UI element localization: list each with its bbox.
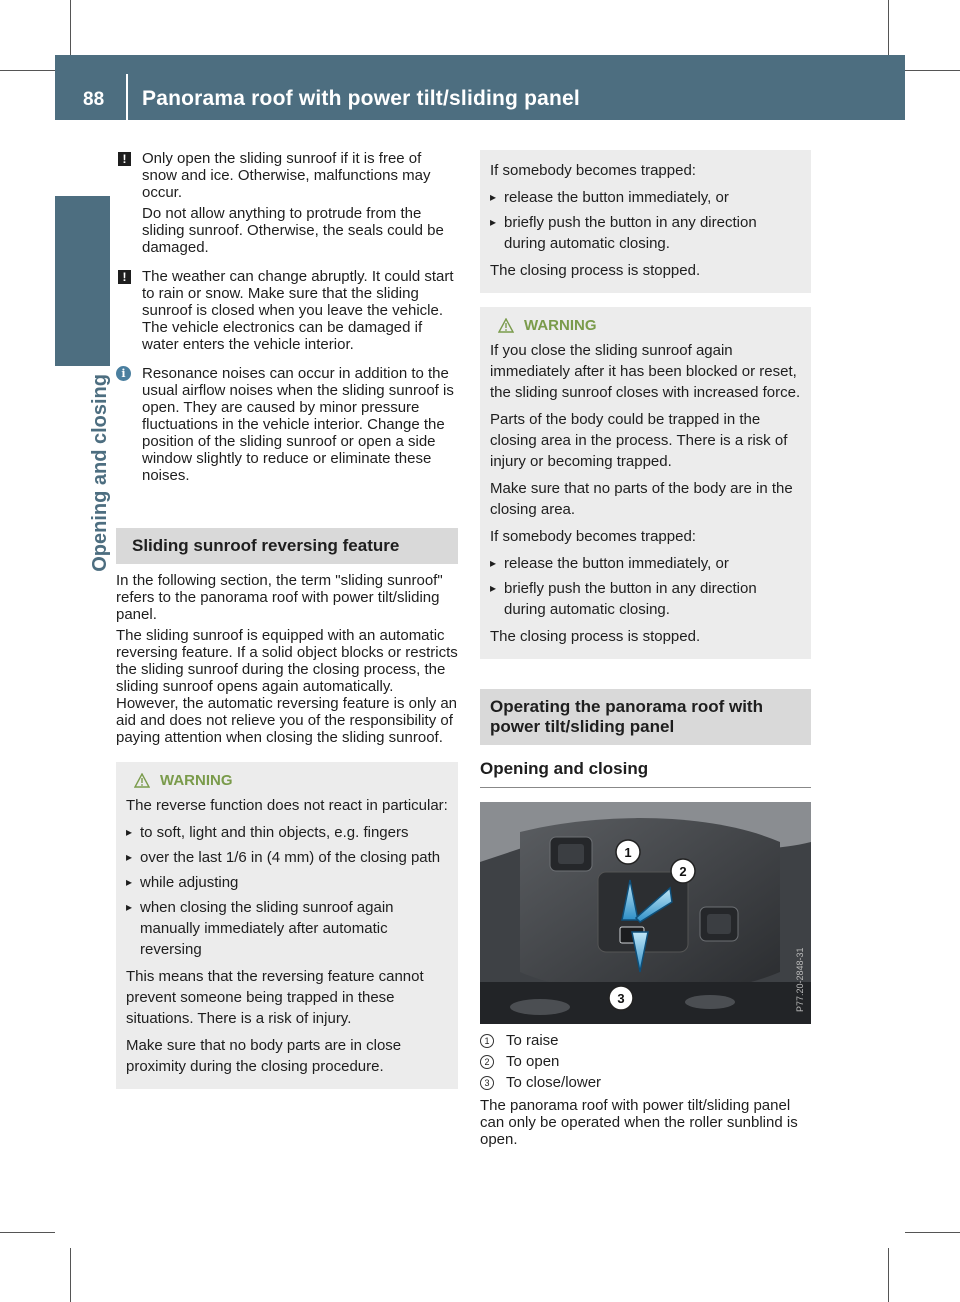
box-text: The closing process is stopped. [490, 262, 701, 279]
section-title-text: Operating the panorama roof with power tilt/sliding panel [490, 697, 763, 736]
note-text: Only open the sliding sunroof if it is free of snow and ice. Otherwise, malfunctions may occur. [142, 150, 431, 201]
paragraph: In the following section, the term "sliding sunroof" refers to the panorama roof with power tilt/sliding panel. [116, 572, 443, 623]
section-title [480, 689, 811, 745]
warning-heading [126, 772, 448, 789]
warning-title: WARNING [160, 772, 233, 789]
image-code: P77.20-2848-31 [795, 947, 805, 1012]
chapter-tab [55, 196, 110, 366]
warning-box [116, 762, 458, 1089]
page-number: 88 [83, 89, 105, 110]
info-box [480, 150, 811, 293]
warning-text: The reverse function does not react in particular: [126, 797, 448, 814]
body-text [116, 572, 458, 746]
paragraph: The sliding sunroof is equipped with an automatic reversing feature. If a solid object blocks or restricts the sliding sunroof during the closing process, the sliding sunroof opens again automatically. However, the automatic reversing feature is only an aid and does not relieve you of the responsibility of paying attention when closing the sliding sunroof. [116, 627, 458, 746]
list-item: ▸ release the button immediately, or [490, 553, 801, 574]
crop-mark [905, 70, 960, 71]
warning-text: If you close the sliding sunroof again immediately after it has been blocked or reset, the sliding sunroof closes with increased force. [490, 342, 801, 401]
info-note [116, 365, 458, 484]
legend-text: To open [506, 1053, 560, 1070]
warning-text: The closing process is stopped. [490, 628, 701, 645]
legend-number: 3 [480, 1076, 494, 1090]
list-item: ▸ when closing the sliding sunroof again manually immediately after automatic reversing [126, 897, 448, 960]
crop-mark [0, 1232, 55, 1233]
note-text: The weather can change abruptly. It could start to rain or snow. Make sure that the sliding sunroof is closed when you leave the vehicle. The vehicle electronics can be damaged if water enters the vehicle interior. [142, 268, 454, 353]
legend-item [480, 1030, 811, 1051]
list-item: ▸ briefly push the button in any direction during automatic closing. [490, 578, 801, 620]
legend-item [480, 1051, 811, 1072]
exclamation-icon: ! [118, 152, 131, 166]
legend-number: 2 [480, 1055, 494, 1069]
legend-text: To raise [506, 1032, 559, 1049]
caution-note [116, 150, 458, 256]
box-list [490, 187, 801, 254]
crop-mark [70, 1248, 71, 1302]
info-icon: i [116, 366, 131, 381]
crop-mark [905, 1232, 960, 1233]
list-item: ▸ to soft, light and thin objects, e.g. fingers [126, 822, 448, 843]
roof-control-photo [480, 802, 811, 1024]
paragraph: The panorama roof with power tilt/sliding panel can only be operated when the roller sunblind is open. [480, 1097, 798, 1148]
right-column [480, 150, 811, 1148]
section-title [116, 528, 458, 564]
header-divider [126, 74, 128, 120]
callout-1: 1 [624, 845, 632, 860]
list-item: ▸ over the last 1/6 in (4 mm) of the closing path [126, 847, 448, 868]
warning-list [490, 553, 801, 620]
exclamation-icon: ! [118, 270, 131, 284]
list-item: ▸ while adjusting [126, 872, 448, 893]
note-text: Do not allow anything to protrude from the sliding sunroof. Otherwise, the seals could be damaged. [142, 205, 444, 256]
warning-triangle-icon [134, 773, 150, 788]
legend-text: To close/lower [506, 1074, 602, 1091]
note-text: Resonance noises can occur in addition to the usual airflow noises when the sliding sunroof is open. They are caused by minor pressure fluctuations in the vehicle interior. Change the position of the sliding sunroof or open a side window slightly to reduce or eliminate these noises. [142, 365, 454, 484]
warning-triangle-icon [498, 318, 514, 333]
legend [480, 1030, 811, 1093]
section-title-text: Sliding sunroof reversing feature [132, 536, 400, 555]
list-item: ▸ briefly push the button in any direction during automatic closing. [490, 212, 801, 254]
crop-mark [888, 1248, 889, 1302]
callout-3: 3 [617, 991, 625, 1006]
page-title: Panorama roof with power tilt/sliding panel [142, 87, 580, 110]
legend-item [480, 1072, 811, 1093]
warning-text: If somebody becomes trapped: [490, 528, 696, 545]
warning-text: Make sure that no parts of the body are in the closing area. [490, 480, 793, 518]
warning-text: Make sure that no body parts are in close proximity during the closing procedure. [126, 1037, 402, 1075]
crop-mark [70, 0, 71, 55]
chapter-label: Opening and closing [89, 374, 111, 572]
legend-number: 1 [480, 1034, 494, 1048]
warning-heading [490, 317, 801, 334]
box-text: If somebody becomes trapped: [490, 162, 696, 179]
warning-text: Parts of the body could be trapped in the closing area in the process. There is a risk of injury or becoming trapped. [490, 411, 788, 470]
callout-2: 2 [679, 864, 687, 879]
roof-control-illustration [480, 802, 811, 1024]
crop-mark [0, 70, 55, 71]
left-column [116, 150, 458, 1089]
warning-title: WARNING [524, 317, 597, 334]
caution-note [116, 268, 458, 353]
list-item: ▸ release the button immediately, or [490, 187, 801, 208]
warning-list [126, 822, 448, 960]
subsection-title: Opening and closing [480, 759, 811, 788]
crop-mark [888, 0, 889, 55]
warning-box [480, 307, 811, 659]
warning-text: This means that the reversing feature cannot prevent someone being trapped in these situations. There is a risk of injury. [126, 968, 424, 1027]
